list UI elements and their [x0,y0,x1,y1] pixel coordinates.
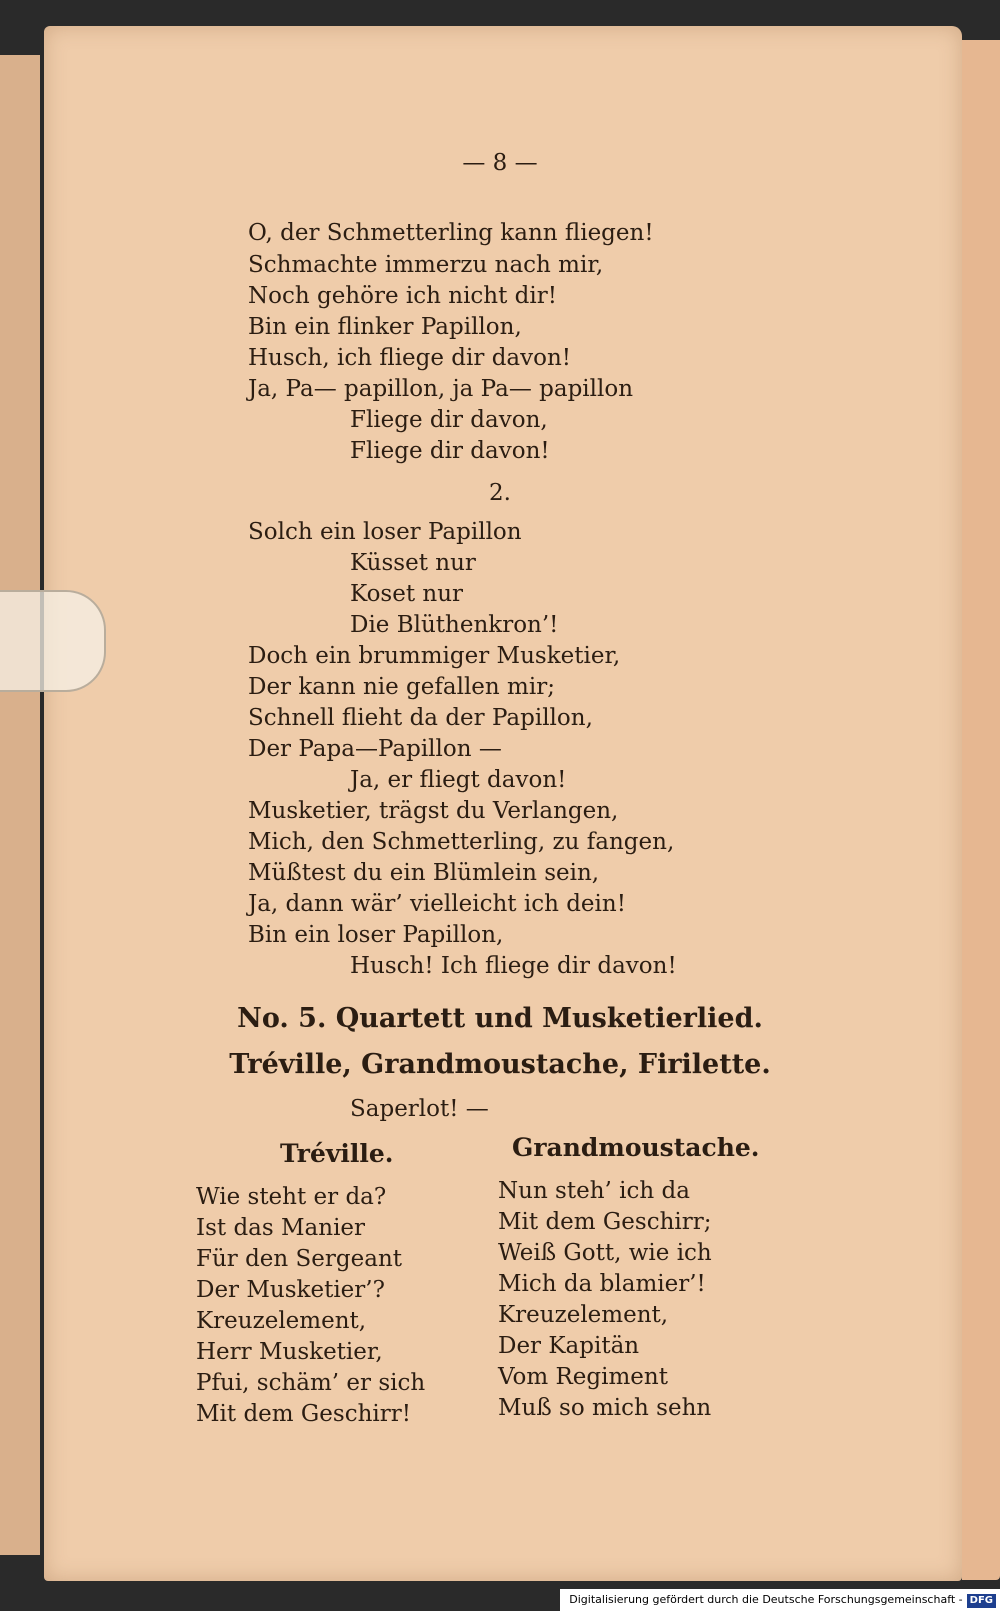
verse-line: Schnell flieht da der Papillon, [248,705,593,731]
grandmoustache-line: Mit dem Geschirr; [498,1209,712,1235]
verse-line: Fliege dir davon, [350,407,548,433]
verse-line: Musketier, trägst du Verlangen, [248,798,619,824]
verse-line: Schmachte immerzu nach mir, [248,252,604,278]
verse-line: Fliege dir davon! [350,438,550,464]
digitization-credit [560,1589,1000,1611]
page-clip [0,590,106,692]
verse-line: Mich, den Schmetterling, zu fangen, [248,829,675,855]
verse-line: Müßtest du ein Blümlein sein, [248,860,600,886]
treville-line: Kreuzelement, [196,1308,367,1334]
verse-line: Koset nur [350,581,464,607]
grandmoustache-line: Der Kapitän [498,1333,640,1359]
treville-line: Wie steht er da? [196,1184,387,1210]
verse-line: Der kann nie gefallen mir; [248,674,555,700]
verse-line: Noch gehöre ich nicht dir! [248,283,557,309]
left-page-edge [0,55,40,1555]
page-number: — 8 — [462,150,538,176]
dfg-logo: DFG [967,1594,996,1608]
grandmoustache-line: Nun steh’ ich da [498,1178,690,1204]
speaker-treville: Tréville. [280,1139,394,1168]
treville-line: Für den Sergeant [196,1246,403,1272]
intro-line: Saperlot! — [350,1096,489,1122]
right-page-edge [962,40,1000,1580]
grandmoustache-line: Weiß Gott, wie ich [498,1240,712,1266]
stanza-number: 2. [489,480,511,506]
verse-line: Husch, ich fliege dir davon! [248,345,572,371]
treville-line: Der Musketier’? [196,1277,385,1303]
credit-text: Digitalisierung gefördert durch die Deutsche Forschungsgemeinschaft - [569,1593,963,1606]
grandmoustache-line: Mich da blamier’! [498,1271,706,1297]
speaker-grandmoustache: Grandmoustache. [512,1133,760,1162]
verse-line: Solch ein loser Papillon [248,519,522,545]
verse-line: Ja, dann wär’ vielleicht ich dein! [248,891,626,917]
treville-line: Herr Musketier, [196,1339,383,1365]
verse-line: Doch ein brummiger Musketier, [248,643,621,669]
character-list: Tréville, Grandmoustache, Firilette. [229,1049,771,1080]
treville-line: Ist das Manier [196,1215,366,1241]
verse-line: O, der Schmetterling kann fliegen! [248,220,654,246]
verse-line: Küsset nur [350,550,476,576]
verse-line: Bin ein loser Papillon, [248,922,504,948]
grandmoustache-line: Muß so mich sehn [498,1395,712,1421]
verse-line: Der Papa—Papillon — [248,736,502,762]
verse-line: Ja, Pa— papillon, ja Pa— papillon [248,376,634,402]
verse-line: Husch! Ich fliege dir davon! [350,953,677,979]
verse-line: Die Blüthenkron’! [350,612,559,638]
grandmoustache-line: Vom Regiment [498,1364,668,1390]
verse-line: Bin ein flinker Papillon, [248,314,522,340]
section-title: No. 5. Quartett und Musketierlied. [237,1003,763,1034]
treville-line: Mit dem Geschirr! [196,1401,411,1427]
verse-line: Ja, er fliegt davon! [350,767,567,793]
treville-line: Pfui, schäm’ er sich [196,1370,426,1396]
grandmoustache-line: Kreuzelement, [498,1302,669,1328]
